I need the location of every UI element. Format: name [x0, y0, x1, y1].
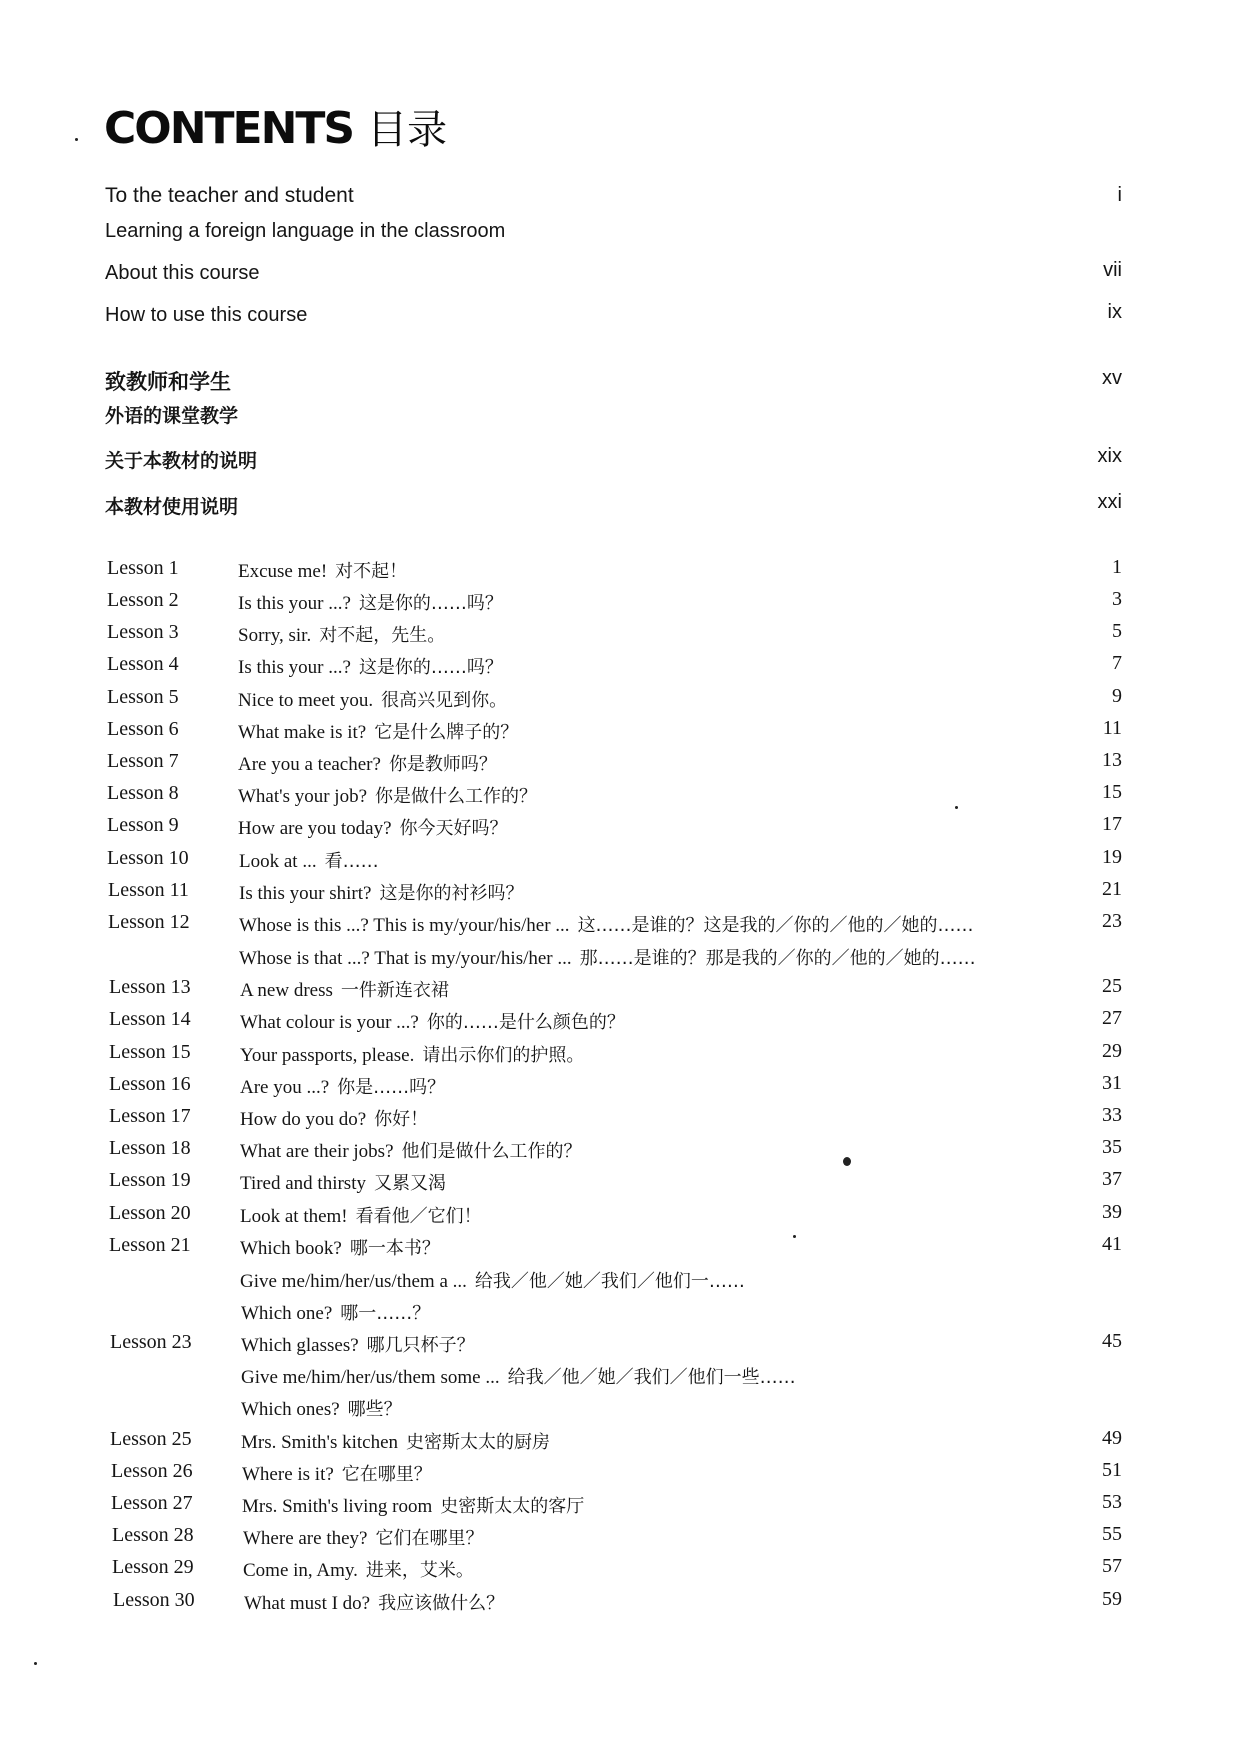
lesson-title-zh: 那……是谁的？那是我的／你的／他的／她的……: [579, 948, 976, 969]
lesson-title: [241, 1363, 796, 1389]
lesson-title: [238, 686, 507, 712]
lesson-page: 17: [1102, 813, 1122, 835]
front-entry-page: xix: [1097, 445, 1122, 467]
front-entry-title: Learning a foreign language in the classroom: [105, 220, 506, 242]
lesson-page: 15: [1102, 781, 1122, 803]
lesson-title-en: Is this your shirt?: [239, 883, 372, 904]
lesson-title: [238, 750, 497, 776]
lesson-page: 7: [1112, 652, 1122, 674]
lesson-label: Lesson 14: [109, 1008, 191, 1030]
front-entry-title: 外语的课堂教学: [105, 405, 239, 427]
lesson-page: 41: [1102, 1233, 1122, 1255]
lesson-title: [241, 1395, 402, 1421]
page-title: [104, 98, 447, 155]
lesson-title-en: What are their jobs?: [240, 1141, 394, 1162]
lesson-label: Lesson 4: [107, 653, 179, 675]
lesson-title: [241, 1299, 430, 1325]
lesson-title-zh: 看看他／它们！: [355, 1206, 482, 1227]
lesson-page: 57: [1102, 1555, 1122, 1577]
lesson-title: [239, 944, 976, 970]
lesson-label: Lesson 6: [107, 718, 179, 740]
lesson-title: [242, 1492, 584, 1518]
lesson-title-zh: 你是做什么工作的？: [375, 786, 538, 807]
lesson-title-en: What must I do?: [244, 1593, 371, 1614]
lesson-title-zh: 史密斯太太的客厅: [440, 1496, 585, 1517]
lesson-title-en: How do you do?: [240, 1109, 367, 1130]
lesson-label: Lesson 21: [109, 1234, 191, 1256]
lesson-title: [240, 1008, 625, 1034]
lesson-page: 11: [1102, 717, 1122, 739]
scan-speck: [793, 1235, 796, 1238]
lesson-title: [243, 1556, 474, 1582]
lesson-page: 27: [1102, 1007, 1122, 1029]
lesson-title-zh: 哪些？: [347, 1399, 402, 1420]
lesson-page: 29: [1102, 1040, 1122, 1062]
lesson-label: Lesson 23: [110, 1331, 192, 1353]
lesson-title: [238, 589, 503, 615]
lesson-title-zh: 你今天好吗？: [399, 818, 508, 839]
page-title-zh: 目录: [367, 107, 448, 153]
lesson-title-zh: 这是你的……吗？: [358, 657, 503, 678]
lesson-title-zh: 他们是做什么工作的？: [401, 1141, 582, 1162]
lesson-title-en: Whose is this ...? This is my/your/his/her ...: [239, 915, 570, 936]
front-entry-title: About this course: [105, 262, 260, 284]
lesson-label: Lesson 26: [111, 1460, 193, 1482]
lesson-title-en: Nice to meet you.: [238, 690, 374, 711]
lesson-title: [240, 976, 449, 1002]
front-entry-page: i: [1117, 184, 1122, 206]
lesson-title-en: Mrs. Smith's kitchen: [241, 1432, 399, 1453]
lesson-title-en: Which ones?: [241, 1399, 340, 1420]
lesson-page: 1: [1112, 556, 1122, 578]
lesson-title: [240, 1202, 482, 1228]
lesson-page: 35: [1102, 1136, 1122, 1158]
lesson-title-en: Excuse me!: [238, 561, 328, 582]
lesson-title-en: Is this your ...?: [238, 593, 351, 614]
lesson-title-en: Give me/him/her/us/them a ...: [240, 1271, 467, 1292]
lesson-title: [238, 814, 508, 840]
lesson-title-zh: 进来，艾米。: [365, 1560, 474, 1581]
lesson-title-zh: 它们在哪里？: [375, 1528, 484, 1549]
lesson-title-en: Give me/him/her/us/them some ...: [241, 1367, 500, 1388]
lesson-page: 3: [1112, 588, 1122, 610]
lesson-page: 25: [1102, 975, 1122, 997]
lesson-label: Lesson 30: [113, 1589, 195, 1611]
lesson-title-zh: 请出示你们的护照。: [422, 1045, 585, 1066]
lesson-label: Lesson 13: [109, 976, 191, 998]
lesson-label: Lesson 7: [107, 750, 179, 772]
lesson-title: [240, 1234, 440, 1260]
lesson-title-zh: 这……是谁的？这是我的／你的／他的／她的……: [577, 915, 974, 936]
lesson-page: 55: [1102, 1523, 1122, 1545]
lesson-title: [240, 1169, 446, 1195]
lesson-title-en: What colour is your ...?: [240, 1012, 419, 1033]
lesson-title-zh: 给我／他／她／我们／他们一……: [474, 1271, 745, 1292]
lesson-title-en: Is this your ...?: [238, 657, 351, 678]
lesson-label: Lesson 25: [110, 1428, 192, 1450]
lesson-page: 13: [1102, 749, 1122, 771]
lesson-label: Lesson 29: [112, 1556, 194, 1578]
lesson-page: 23: [1102, 910, 1122, 932]
lesson-title: [241, 1428, 550, 1454]
lesson-title-zh: 看……: [324, 851, 379, 872]
lesson-label: Lesson 2: [107, 589, 179, 611]
lesson-title-en: What's your job?: [238, 786, 368, 807]
lesson-title-zh: 我应该做什么？: [378, 1593, 505, 1614]
lesson-title-zh: 对不起！: [335, 561, 408, 582]
lesson-title-en: What make is it?: [238, 722, 367, 743]
front-entry-title: 关于本教材的说明: [105, 450, 258, 472]
lesson-label: Lesson 19: [109, 1169, 191, 1191]
lesson-title-en: Mrs. Smith's living room: [242, 1496, 433, 1517]
lesson-label: Lesson 1: [107, 557, 179, 579]
lesson-title-en: Look at them!: [240, 1206, 348, 1227]
lesson-label: Lesson 15: [109, 1041, 191, 1063]
lesson-label: Lesson 9: [107, 814, 179, 836]
lesson-title-zh: 史密斯太太的厨房: [406, 1432, 551, 1453]
lesson-page: 21: [1102, 878, 1122, 900]
front-entry-title: How to use this course: [105, 304, 308, 326]
lesson-page: 39: [1102, 1201, 1122, 1223]
front-entry-page: vii: [1103, 259, 1122, 281]
lesson-label: Lesson 16: [109, 1073, 191, 1095]
lesson-title-zh: 对不起，先生。: [319, 625, 446, 646]
lesson-title-en: Which glasses?: [241, 1335, 359, 1356]
lesson-title: [238, 557, 407, 583]
lesson-title-zh: 这是你的衬衫吗？: [379, 883, 524, 904]
lesson-label: Lesson 5: [107, 686, 179, 708]
lesson-label: Lesson 28: [112, 1524, 194, 1546]
front-entry-title: 本教材使用说明: [105, 496, 239, 518]
lesson-page: 9: [1112, 685, 1122, 707]
lesson-title-en: How are you today?: [238, 818, 392, 839]
lesson-title-zh: 又累又渴: [373, 1173, 446, 1194]
lesson-page: 5: [1112, 620, 1122, 642]
front-entry-title: To the teacher and student: [105, 184, 354, 207]
lesson-title-en: Where are they?: [243, 1528, 368, 1549]
lesson-title: [241, 1331, 475, 1357]
lesson-title-en: Are you a teacher?: [238, 754, 381, 775]
lesson-page: 53: [1102, 1491, 1122, 1513]
lesson-title-zh: 你的……是什么颜色的？: [426, 1012, 625, 1033]
scan-speck: [955, 806, 958, 809]
lesson-label: Lesson 18: [109, 1137, 191, 1159]
lesson-title-en: Whose is that ...? That is my/your/his/her ...: [239, 948, 572, 969]
lesson-title: [240, 1137, 582, 1163]
lesson-title: [239, 911, 974, 937]
lesson-title-zh: 这是你的……吗？: [358, 593, 503, 614]
lesson-label: Lesson 8: [107, 782, 179, 804]
lesson-title-en: Your passports, please.: [240, 1045, 415, 1066]
lesson-label: Lesson 20: [109, 1202, 191, 1224]
lesson-label: Lesson 12: [108, 911, 190, 933]
lesson-title-zh: 给我／他／她／我们／他们一些……: [507, 1367, 796, 1388]
lesson-title-zh: 它在哪里？: [341, 1464, 432, 1485]
lesson-title: [238, 718, 518, 744]
lesson-title: [240, 1073, 445, 1099]
scan-speck: [75, 138, 78, 141]
lesson-title: [244, 1589, 504, 1615]
front-entry-title: 致教师和学生: [105, 370, 231, 394]
lesson-title-en: Sorry, sir.: [238, 625, 312, 646]
lesson-title-en: Come in, Amy.: [243, 1560, 358, 1581]
lesson-page: 51: [1102, 1459, 1122, 1481]
lesson-title-en: Which one?: [241, 1303, 333, 1324]
lesson-title: [240, 1105, 428, 1131]
lesson-title-en: Which book?: [240, 1238, 342, 1259]
lesson-title-en: Look at ...: [239, 851, 317, 872]
lesson-page: 49: [1102, 1427, 1122, 1449]
lesson-title-en: A new dress: [240, 980, 333, 1001]
lesson-title-zh: 很高兴见到你。: [381, 690, 508, 711]
lesson-title: [243, 1524, 483, 1550]
lesson-page: 31: [1102, 1072, 1122, 1094]
lesson-title-en: Tired and thirsty: [240, 1173, 366, 1194]
lesson-title: [239, 847, 379, 873]
lesson-title: [238, 621, 445, 647]
lesson-label: Lesson 27: [111, 1492, 193, 1514]
lesson-page: 37: [1102, 1168, 1122, 1190]
lesson-title: [238, 782, 537, 808]
lesson-label: Lesson 3: [107, 621, 179, 643]
lesson-title-zh: 哪一本书？: [349, 1238, 440, 1259]
lesson-title-en: Are you ...?: [240, 1077, 330, 1098]
lesson-title: [240, 1267, 745, 1293]
lesson-label: Lesson 17: [109, 1105, 191, 1127]
lesson-page: 59: [1102, 1588, 1122, 1610]
lesson-title-zh: 你是教师吗？: [388, 754, 497, 775]
scan-speck: [843, 1157, 851, 1166]
lesson-title-zh: 哪几只杯子？: [366, 1335, 475, 1356]
lesson-title-zh: 你是……吗？: [337, 1077, 446, 1098]
front-entry-page: ix: [1107, 301, 1122, 323]
lesson-title-en: Where is it?: [242, 1464, 334, 1485]
lesson-title: [240, 1041, 584, 1067]
lesson-title: [239, 879, 523, 905]
lesson-label: Lesson 11: [108, 879, 189, 901]
lesson-page: 45: [1102, 1330, 1122, 1352]
lesson-page: 33: [1102, 1104, 1122, 1126]
lesson-title-zh: 它是什么牌子的？: [374, 722, 519, 743]
lesson-title: [242, 1460, 432, 1486]
front-entry-page: xv: [1102, 367, 1122, 389]
page-title-en: CONTENTS: [104, 103, 354, 154]
lesson-label: Lesson 10: [107, 847, 189, 869]
lesson-title: [238, 653, 503, 679]
lesson-title-zh: 一件新连衣裙: [340, 980, 449, 1001]
lesson-title-zh: 你好！: [374, 1109, 429, 1130]
lesson-page: 19: [1102, 846, 1122, 868]
lesson-title-zh: 哪一……？: [340, 1303, 431, 1324]
front-entry-page: xxi: [1097, 491, 1122, 513]
scan-speck: [34, 1662, 37, 1665]
